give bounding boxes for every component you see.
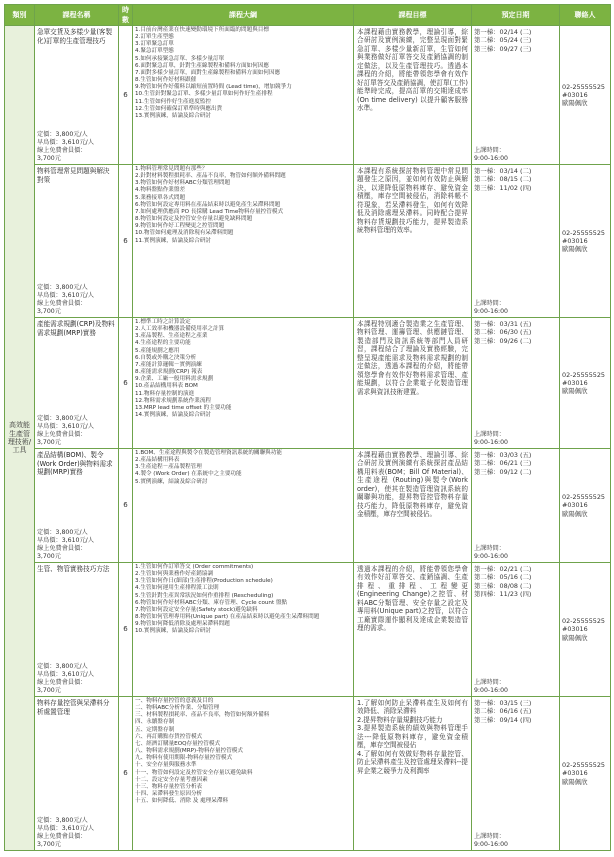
syllabus-item: 3.訂單緊急訂單 — [135, 41, 174, 48]
syllabus-item: 10.實例演練，結論及綜合研討 — [135, 628, 212, 635]
goal-cell — [354, 563, 472, 697]
syllabus-item: 11.生管如何作好生產進度監控 — [135, 98, 212, 105]
course-price — [37, 284, 94, 316]
course-price — [37, 663, 94, 695]
class-time-line: 上課時間： — [474, 832, 505, 840]
class-time — [474, 679, 508, 695]
course-goal: 本課程藉由實務教學，理論引導，綜合研討及實例演練，完整呈現面對緊急訂單、多樣少量新訂單，生管如何與業務做好訂單答交及產銷協調的制定做法，以及生產管理技巧。透過本課程的介紹，將能帶領您學會有效作好訂單答交及產銷協調，使訂單(工作)能準時完成，提高訂單的交期達成率 (On time delivery) 以提升顧客服務水準。 — [357, 28, 468, 112]
syllabus-item: 二、物料ABC分析作業、分類管理 — [135, 705, 220, 712]
contact-cell — [560, 697, 611, 851]
course-price — [37, 529, 94, 561]
course-name[interactable]: 產能需求規劃(CRP)及物料需求規劃(MRP)實務 — [37, 320, 115, 337]
syllabus-cell — [133, 26, 354, 165]
contact-phone[interactable]: 02-25555525 — [562, 493, 605, 501]
syllabus-item: 10.生管針對緊急訂單、多樣少量訂單如何作好生產排程 — [135, 91, 273, 98]
syllabus-list — [133, 165, 353, 246]
session-date: 第三梯：09/12 (二) — [474, 467, 532, 476]
goal-cell — [354, 26, 472, 165]
syllabus-list — [133, 697, 353, 806]
syllabus-item: 9.物管如何降低消除及處理呆滯料問題 — [135, 621, 230, 628]
class-time — [474, 300, 508, 316]
course-hours: 6 — [119, 165, 133, 318]
session-dates — [472, 26, 559, 55]
dates-cell — [472, 318, 560, 449]
syllabus-item: 2.產品結構用料表 — [135, 457, 180, 464]
price-line: 早鳥價：3,610元/人 — [37, 292, 94, 300]
course-hours: 6 — [119, 563, 133, 697]
syllabus-item: 7.物管如何設定安全存量(Safety stock)避免缺料 — [135, 606, 258, 613]
class-time-line: 9:00-16:00 — [474, 552, 508, 560]
syllabus-item: 5.如何承接緊急訂單、多樣少量訂單 — [135, 55, 225, 62]
session-dates — [472, 563, 559, 600]
session-date: 第二梯：05/24 (三) — [474, 36, 532, 45]
price-line: 早鳥價：3,610元/人 — [37, 671, 94, 679]
course-goal: 本課程藉由實務教學、理論引導、綜合研討及實例演練有系統探討產品結構用料表(BOM；Bill Of Material)、生產途程 (Routing)與製令(Work order)，使其在製造管理資訊系統的關聯與功能，提昇物管控管物料存量技巧能力，降低原物料庫存，避免資金積壓，庫存空間被侵佔。 — [357, 451, 468, 519]
session-date: 第二梯：06/30 (五) — [474, 328, 532, 337]
syllabus-list — [133, 449, 353, 487]
syllabus-list — [133, 26, 353, 121]
syllabus-item: 三、材料製程損耗率、產品不良率，物管如何額外備料 — [135, 712, 270, 719]
syllabus-item: 12.生管如何確保訂單準時與應出貨 — [135, 105, 223, 112]
class-time-line: 上課時間： — [474, 146, 505, 154]
header-syllabus: 課程大綱 — [133, 5, 354, 26]
table-row — [5, 165, 611, 318]
price-line: 線上免費會員價： — [37, 431, 87, 439]
syllabus-list — [133, 563, 353, 637]
course-schedule-table — [4, 4, 611, 851]
header-category: 類別 — [5, 5, 35, 26]
syllabus-item: 7.如何處理供應商 PO 長採購 Lead Time物料存量控管模式 — [135, 208, 284, 215]
syllabus-item: 1.物料管理常見問題有那些？ — [135, 166, 208, 172]
contact-phone[interactable]: 02-25555525 — [562, 617, 605, 625]
session-dates — [472, 449, 559, 478]
syllabus-item: 4.生產途程的主要功能 — [135, 340, 191, 347]
syllabus-item: 8.物管如何管理專用料(Unique part) 在產品結束時以避免產生呆滯料問題 — [135, 614, 320, 621]
table-row — [5, 449, 611, 563]
contact-person: 歐陽佩欣 — [562, 387, 588, 396]
price-line: 3,700元 — [37, 687, 61, 695]
syllabus-item: 十五、如何降低、消除 及 處理呆滯料 — [135, 798, 229, 805]
header-hours: 時數 — [119, 5, 133, 26]
syllabus-item: 十三、物料存量控管分析表 — [135, 783, 203, 790]
dates-cell — [472, 26, 560, 165]
syllabus-item: 1.目前台灣產業在快速變動環境下所面臨的問題與目標 — [135, 27, 269, 33]
course-name[interactable]: 物料存量控管與呆滯料分析處置管理 — [37, 699, 110, 716]
course-goal: 1.了解如何防止呆滯料產生及如何有效降低、消除呆滯料 2.提昇物料存量規劃技巧能力 3.提昇製造系統的績效與物料管理手法---降低原物料庫存，避免資金積壓，庫存空間被侵佔 4.了解如何有效做好物料存量控管、防止呆滯料產生及控管處理呆滯料--提昇企業之競爭力及利潤率 — [357, 699, 468, 775]
syllabus-item: 4.製令 (Work Order) 在系統中之主要功能 — [135, 471, 242, 478]
session-date: 第三梯：11/02 (四) — [474, 183, 532, 192]
syllabus-item: 5.產能規劃之應用 — [135, 347, 180, 354]
category-cell: 高效能生產管理技術/工具 — [5, 26, 35, 851]
table-row — [5, 697, 611, 851]
syllabus-item: 2.人工效率和機器設備使用率之計算 — [135, 326, 225, 333]
session-date: 第一梯：03/15 (三) — [474, 699, 532, 707]
price-line: 定價：3,800元/人 — [37, 415, 88, 423]
session-date: 第二梯：05/16 (二) — [474, 573, 532, 582]
table-row — [5, 563, 611, 697]
contact-person: 歐陽佩欣 — [562, 509, 588, 518]
session-dates — [472, 697, 559, 726]
session-dates — [472, 165, 559, 194]
goal-cell — [354, 697, 472, 851]
course-price — [37, 131, 94, 163]
contact-extension: #03016 — [562, 501, 588, 510]
syllabus-item: 9.物管如何作好工程變更之控管問題 — [135, 223, 225, 230]
session-date: 第一梯：03/03 (五) — [474, 451, 532, 459]
class-time-line: 上課時間： — [474, 544, 505, 552]
course-name-cell — [35, 697, 119, 851]
syllabus-item: 一、物料存量控管的意義及目的 — [135, 698, 214, 704]
syllabus-item: 2.訂單生產型態 — [135, 34, 174, 41]
price-line: 線上免費會員價： — [37, 147, 87, 155]
course-name[interactable]: 物料管理常見問題與解決對策 — [37, 167, 110, 184]
contact-cell — [560, 449, 611, 563]
dates-cell — [472, 563, 560, 697]
session-date: 第三梯：09/26 (二) — [474, 336, 532, 345]
contact-cell — [560, 26, 611, 165]
syllabus-item: 十一、物管如何設定及控管安全存量以避免缺料 — [135, 769, 253, 776]
price-line: 定價：3,800元/人 — [37, 131, 88, 139]
course-goal: 本課程有系統探討物料管理中常見問題發生之原因，並如何有效防止與解決，以達降低原物料庫存、避免資金積壓，庫存空間被侵佔，消除料帳不符現象，若呆滯料發生，如何有效降低及消除處理呆滯料。同時配合提昇物料存貨規劃技巧能力，提昇製造系統物料管理的效率。 — [357, 167, 468, 235]
syllabus-item: 4.生管如何運用生產排程派工法則 — [135, 585, 219, 592]
syllabus-item: 4.物料盤點作業盤差 — [135, 187, 186, 194]
session-date: 第一梯：02/21 (二) — [474, 565, 532, 573]
course-name-cell — [35, 449, 119, 563]
syllabus-item: 3.生管如何作日(細部)生產排程(Production schedule) — [135, 578, 273, 585]
price-line: 3,700元 — [37, 155, 61, 163]
contact-extension: #03016 — [562, 236, 588, 245]
course-hours: 6 — [119, 449, 133, 563]
syllabus-item: 2.針對材料製程損耗率、產品不良率，物管如何額外備料問題 — [135, 173, 286, 180]
course-name[interactable]: 產品結構(BOM)、製令(Work Order)與物料需求規劃(MRP)實務 — [37, 451, 113, 477]
syllabus-item: 9.企業、工廠一般用料需求規劃 — [135, 376, 214, 383]
contact-phone[interactable]: 02-25555525 — [562, 761, 605, 769]
syllabus-item: 10.物管如何處理及消除現有呆滯料問題 — [135, 230, 234, 237]
price-line: 定價：3,800元/人 — [37, 284, 88, 292]
header-goal: 課程目標 — [354, 5, 472, 26]
class-time-line: 9:00-16:00 — [474, 438, 508, 446]
contact-phone[interactable]: 02-25555525 — [562, 228, 605, 237]
syllabus-item: 14.實例演練，結論及綜合研討 — [135, 412, 212, 419]
goal-cell — [354, 165, 472, 318]
syllabus-item: 3.產品製程、生產途程之產業 — [135, 333, 208, 340]
table-header-row — [5, 5, 611, 26]
syllabus-item: 6.物管如何設定專用料在產品結束時以避免產生呆滯料問題 — [135, 201, 281, 208]
class-time-line: 上課時間： — [474, 299, 505, 307]
syllabus-item: 五、定期盤存制 — [135, 726, 175, 733]
syllabus-cell — [133, 697, 354, 851]
class-time — [474, 147, 508, 163]
syllabus-item: 5.業務接單各式問題 — [135, 194, 186, 201]
session-date: 第四梯：11/23 (四) — [474, 589, 532, 598]
syllabus-cell — [133, 318, 354, 449]
syllabus-item: 8.物管如何設定及控管安全存量以避免缺料問題 — [135, 216, 253, 223]
course-name-cell — [35, 318, 119, 449]
course-hours: 6 — [119, 26, 133, 165]
syllabus-item: 四、永續盤存制 — [135, 719, 175, 726]
table-row — [5, 26, 611, 165]
goal-cell — [354, 449, 472, 563]
syllabus-item: 13.MRP lead time offset 的主要功能 — [135, 404, 232, 411]
class-time — [474, 431, 508, 447]
syllabus-item: 4.緊急訂單型態 — [135, 48, 174, 55]
contact-extension: #03016 — [562, 625, 588, 634]
class-time-line: 9:00-16:00 — [474, 307, 508, 315]
session-date: 第三梯：08/08 (二) — [474, 581, 532, 590]
syllabus-item: 10.產品結構用料表 BOM — [135, 383, 198, 390]
price-line: 早鳥價：3,610元/人 — [37, 825, 94, 833]
syllabus-item: 3.物管如何作好材料ABC分類管理問題 — [135, 180, 231, 187]
contact-person: 歐陽佩欣 — [562, 777, 588, 786]
price-line: 定價：3,800元/人 — [37, 529, 88, 537]
class-time-line: 9:00-16:00 — [474, 840, 508, 848]
course-name-cell — [35, 26, 119, 165]
syllabus-item: 1.標準工時之計算設定 — [135, 319, 191, 325]
syllabus-item: 11.實例演練，結論及綜合研討 — [135, 237, 212, 244]
table-row — [5, 318, 611, 449]
table-body — [5, 26, 611, 851]
syllabus-item: 7.產能計算邏輯－實例演練 — [135, 361, 202, 368]
class-time-line: 上課時間： — [474, 430, 505, 438]
syllabus-item: 12.物料需求規劃系統作業流程 — [135, 397, 212, 404]
course-goal: 透過本課程的介紹，將能帶領您學會有效作好訂單答交、產銷協調、生產排程、重排程、工程變更(Engineering Change)之控管、材料ABC分類管理、安全存量之設定及專用料(Unique part)之控管，以符合工廠實際運作顯利及達成企業製造管理的需求。 — [357, 565, 468, 633]
price-line: 3,700元 — [37, 439, 61, 447]
syllabus-item: 6.自製或外購之決策分析 — [135, 354, 197, 361]
session-date: 第一梯：03/14 (二) — [474, 167, 532, 175]
price-line: 3,700元 — [37, 841, 61, 849]
dates-cell — [472, 697, 560, 851]
price-line: 早鳥價：3,610元/人 — [37, 423, 94, 431]
course-name-cell — [35, 563, 119, 697]
session-date: 第三梯：09/14 (四) — [474, 715, 532, 724]
syllabus-item: 11.物料存量控制的演進 — [135, 390, 195, 397]
header-dates: 預定日期 — [472, 5, 560, 26]
session-date: 第二梯：08/15 (二) — [474, 175, 532, 184]
course-name[interactable]: 生管、物管實務技巧方法 — [37, 565, 110, 573]
syllabus-item: 八、物料需求規劃(MRP)-物料存量控管模式 — [135, 748, 243, 755]
price-line: 3,700元 — [37, 308, 61, 316]
class-time-line: 上課時間： — [474, 678, 505, 686]
goal-cell — [354, 318, 472, 449]
session-dates — [472, 318, 559, 347]
contact-extension: #03016 — [562, 90, 588, 99]
syllabus-item: 1.生管如何作訂單答交 (Order commitments) — [135, 564, 254, 570]
price-line: 定價：3,800元/人 — [37, 817, 88, 825]
price-line: 早鳥價：3,610元/人 — [37, 537, 94, 545]
syllabus-item: 5.生管針對生產異常狀況如何作重排程 (Rescheduling) — [135, 592, 274, 599]
price-line: 線上免費會員價： — [37, 300, 87, 308]
syllabus-item: 十四、呆滯料發生原因分析 — [135, 791, 203, 798]
syllabus-item: 9.物管如何作好備料以縮短前置時間 (Lead time)，增加競爭力 — [135, 84, 292, 91]
syllabus-item: 2.生管如何與業務作好產銷協調 — [135, 571, 214, 578]
session-date: 第三梯：09/27 (三) — [474, 44, 532, 53]
syllabus-item: 七、經濟訂購量EOQ存量控管模式 — [135, 740, 221, 747]
price-line: 定價：3,800元/人 — [37, 663, 88, 671]
class-time-line: 9:00-16:00 — [474, 154, 508, 162]
contact-extension: #03016 — [562, 378, 588, 387]
syllabus-item: 13.實例演練，結論及綜合研討 — [135, 112, 212, 119]
syllabus-item: 8.產能需求規劃(CRP) 報表 — [135, 369, 203, 376]
syllabus-cell — [133, 165, 354, 318]
course-goal: 本課程特別適合製造業之生產管理、物料管理、運籌管理、供應鏈管理、製造部門及資訊系統等部門人員研習，課程結合了理論及實務經驗，完整呈現產能需求及物料需求規劃的制定做法，透過本課程的介紹，將能帶領您學會有效作好物料需求管理、產能規劃，以符合企業電子化製造管理需求與資訊技術建置。 — [357, 320, 468, 396]
class-time — [474, 545, 508, 561]
session-date: 第一梯：03/31 (五) — [474, 320, 532, 328]
contact-cell — [560, 563, 611, 697]
price-line: 線上免費會員價： — [37, 833, 87, 841]
course-hours: 6 — [119, 697, 133, 851]
session-date: 第一梯：02/14 (二) — [474, 28, 532, 36]
syllabus-item: 九、物料有使用期限-物料存量控管模式 — [135, 755, 233, 762]
contact-person: 歐陽佩欣 — [562, 245, 588, 254]
syllabus-item: 六、再訂購點存貨控管模式 — [135, 733, 203, 740]
syllabus-item: 十、安全存量與服務水準 — [135, 762, 197, 769]
course-table-wrapper — [4, 4, 610, 851]
class-time-line: 9:00-16:00 — [474, 686, 508, 694]
syllabus-item: 3.生產途程－產品製程管理 — [135, 464, 202, 471]
session-date: 第二梯：06/16 (五) — [474, 707, 532, 716]
price-line: 早鳥價：3,610元/人 — [37, 139, 94, 147]
dates-cell — [472, 449, 560, 563]
syllabus-list — [133, 318, 353, 420]
header-contact: 聯絡人 — [560, 5, 611, 26]
syllabus-cell — [133, 563, 354, 697]
contact-phone[interactable]: 02-25555525 — [562, 370, 605, 379]
price-line: 線上免費會員價： — [37, 545, 87, 553]
contact-cell — [560, 165, 611, 318]
contact-extension: #03016 — [562, 769, 588, 778]
contact-person: 歐陽佩欣 — [562, 633, 588, 642]
session-date: 第二梯：06/21 (三) — [474, 459, 532, 468]
course-name[interactable]: 急單交貨及多樣少量(客製化)訂單的生產管理技巧 — [37, 28, 113, 45]
syllabus-item: 7.面對多樣少量訂單，面對生產線製程和備料方面如何因應 — [135, 69, 281, 76]
course-price — [37, 817, 94, 849]
syllabus-item: 6.物管如何作好材料ABC分類、庫存管理、Cycle count 盤點 — [135, 599, 288, 606]
syllabus-item: 8.生管如何作好材料跟催 — [135, 77, 197, 84]
class-time — [474, 833, 508, 849]
header-course-name: 課程名稱 — [35, 5, 119, 26]
syllabus-item: 1.BOM、生產途程與製令在製造管理資訊系統的關聯與功能 — [135, 450, 282, 456]
contact-person: 歐陽佩欣 — [562, 99, 588, 108]
course-price — [37, 415, 94, 447]
syllabus-item: 5.實例演練，結論及綜合研討 — [135, 478, 208, 485]
syllabus-cell — [133, 449, 354, 563]
syllabus-item: 十二、設定安全存量考慮因素 — [135, 776, 208, 783]
dates-cell — [472, 165, 560, 318]
contact-phone[interactable]: 02-25555525 — [562, 82, 605, 91]
contact-cell — [560, 318, 611, 449]
course-name-cell — [35, 165, 119, 318]
price-line: 3,700元 — [37, 553, 61, 561]
price-line: 線上免費會員價： — [37, 679, 87, 687]
syllabus-item: 6.面對緊急訂單，針對生產線製程和備料方面如何因應 — [135, 62, 269, 69]
course-hours: 6 — [119, 318, 133, 449]
